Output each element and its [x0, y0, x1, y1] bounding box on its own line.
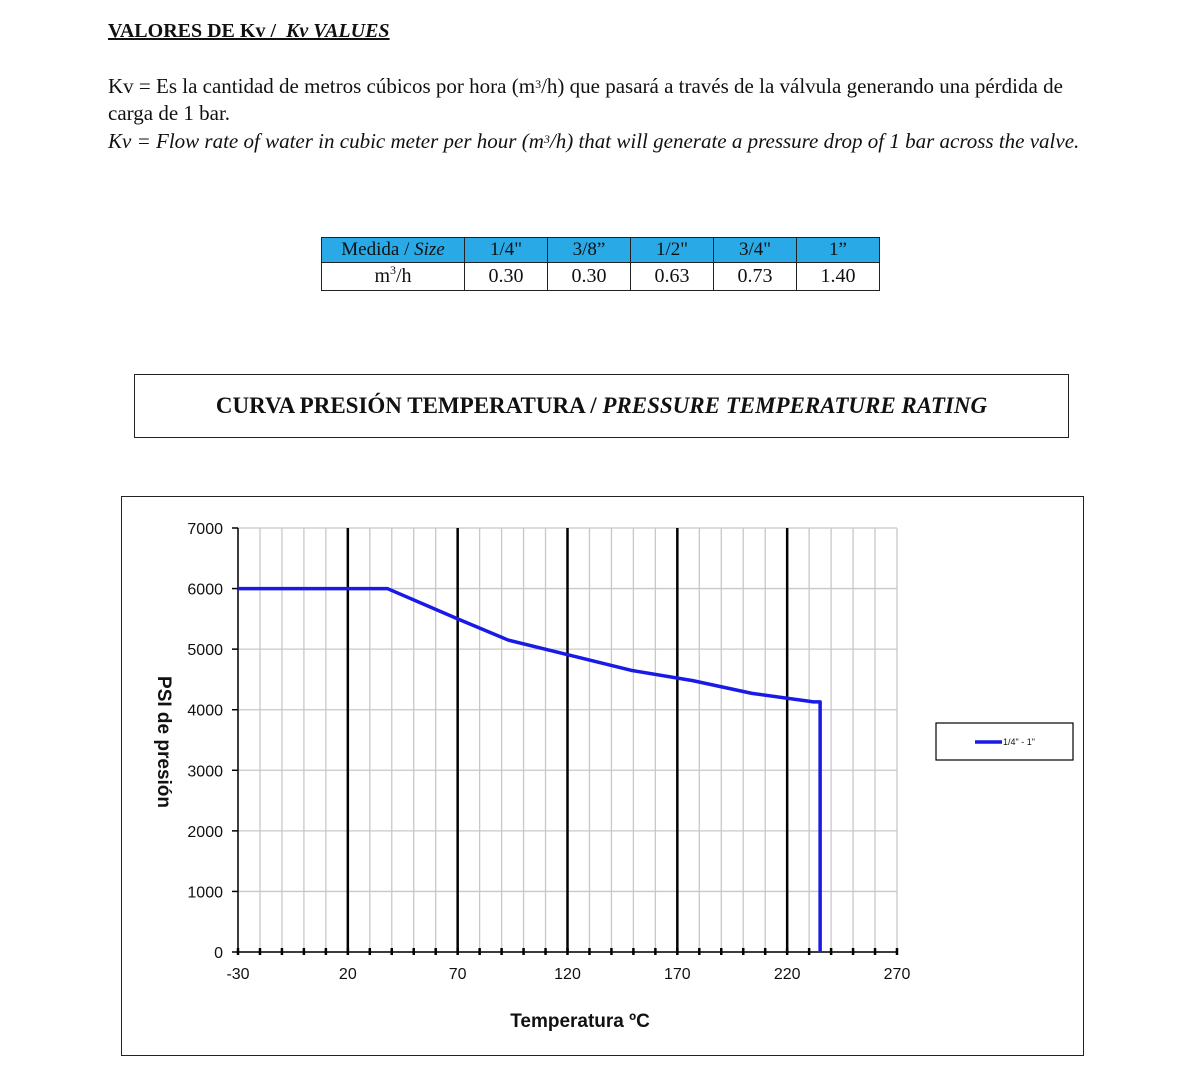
superscript: 3: [543, 132, 550, 146]
x-tick-label: 120: [554, 966, 581, 983]
size-label-en: Size: [414, 239, 445, 260]
superscript: 3: [390, 263, 396, 277]
kv-size-cell: 1”: [797, 238, 880, 263]
y-tick-label: 4000: [187, 702, 223, 720]
kv-definition-en: [108, 128, 1108, 155]
kv-size-cell: 1/2": [631, 238, 714, 263]
kv-size-cell: 3/8”: [548, 238, 631, 263]
y-tick-label: 5000: [187, 642, 223, 660]
page-heading: [108, 20, 390, 43]
x-tick-label: 170: [663, 966, 691, 983]
kv-value-cell: 1.40: [797, 263, 880, 291]
chart-frame: [121, 496, 1084, 1056]
kv-definition-es: [108, 73, 1108, 127]
y-tick-label: 3000: [187, 763, 223, 781]
kv-value-cell: 0.30: [548, 263, 631, 291]
pressure-temperature-chart: [122, 497, 1085, 1057]
banner-en: PRESSURE TEMPERATURE RATING: [602, 393, 988, 418]
legend-label: 1/4" - 1": [1003, 737, 1035, 747]
kv-table-value-row: [322, 263, 880, 291]
heading-en: Kv VALUES: [286, 20, 390, 42]
unit-base: m: [374, 265, 390, 287]
unit-tail: /h: [396, 265, 412, 287]
superscript: 3: [535, 77, 542, 91]
kv-table-size-label: [322, 238, 465, 263]
y-tick-label: 0: [214, 945, 223, 962]
kv-size-cell: 1/4": [465, 238, 548, 263]
y-tick-label: 7000: [187, 521, 223, 538]
x-tick-label: 270: [883, 966, 911, 983]
kv-value-cell: 0.73: [714, 263, 797, 291]
x-tick-label: 220: [773, 966, 801, 983]
y-axis-title: PSI de presión: [153, 676, 174, 808]
x-tick-label: 20: [338, 966, 357, 983]
kv-value-cell: 0.30: [465, 263, 548, 291]
y-tick-label: 6000: [187, 581, 223, 599]
size-label-es: Medida /: [341, 239, 415, 260]
x-tick-label: -30: [226, 966, 250, 983]
kv-definition-en-text-end: /h) that will generate a pressure drop of 1 bar across the valve.: [549, 129, 1080, 153]
kv-value-cell: 0.63: [631, 263, 714, 291]
kv-table-header-row: [322, 238, 880, 263]
x-axis-title: Temperatura ºC: [510, 1011, 650, 1032]
kv-definition-es-text: Kv = Es la cantidad de metros cúbicos por hora (m: [108, 74, 536, 98]
kv-definition-en-text: Kv = Flow rate of water in cubic meter per hour (m: [108, 129, 544, 153]
kv-size-cell: 3/4": [714, 238, 797, 263]
heading-es: VALORES DE Kv /: [108, 20, 277, 42]
chart-title-banner: [134, 374, 1069, 438]
x-tick-label: 70: [448, 966, 467, 983]
kv-table: [321, 237, 880, 291]
y-tick-label: 2000: [187, 823, 223, 841]
y-tick-label: 1000: [187, 884, 223, 902]
banner-es: CURVA PRESIÓN TEMPERATURA /: [215, 393, 597, 418]
kv-definition-es-text-end: /h) que pasará a través de la válvula generando una pérdida de carga de 1 bar.: [108, 74, 1063, 125]
kv-table-unit-label: [322, 263, 465, 291]
